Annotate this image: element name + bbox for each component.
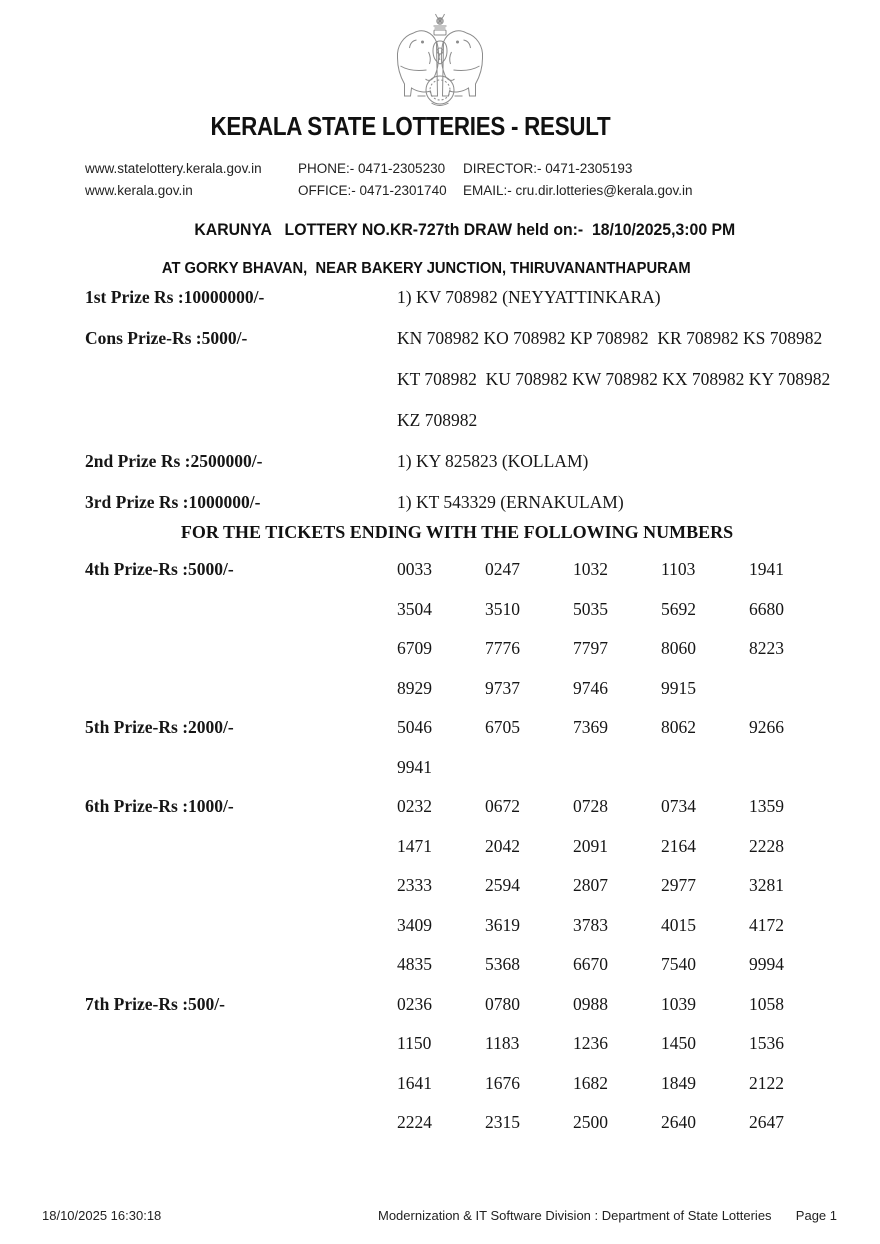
ticket-number: 3783 [573, 914, 608, 935]
ticket-number: 1471 [397, 835, 432, 856]
ticket-number: 6670 [573, 954, 608, 975]
ticket-number: 9915 [661, 677, 696, 698]
ticket-number: 1103 [661, 559, 696, 580]
phone-number: PHONE:- 0471-2305230 [298, 160, 446, 176]
ticket-number: 1849 [661, 1072, 696, 1093]
ticket-number: 9746 [573, 677, 608, 698]
ashoka-capital [434, 14, 447, 35]
page-number: Page 1 [795, 1208, 837, 1223]
ticket-number: 4835 [397, 954, 432, 975]
prize-label: 7th Prize-Rs :500/- [85, 993, 225, 1014]
ticket-number: 2228 [749, 835, 784, 856]
ticket-number: 5046 [397, 717, 432, 738]
number-row [85, 1064, 845, 1104]
ticket-number: 1359 [749, 796, 784, 817]
ticket-number: 2977 [661, 875, 696, 896]
office-number: OFFICE:- 0471-2301740 [298, 182, 447, 198]
ticket-number: 1183 [485, 1033, 520, 1054]
ticket-number: 3281 [749, 875, 784, 896]
ticket-number: 1941 [749, 559, 784, 580]
page-title: KERALA STATE LOTTERIES - RESULT [210, 111, 610, 141]
contact-row [85, 179, 825, 201]
division-label: Modernization & IT Software Division : Department of State Lotteries [378, 1208, 772, 1223]
ticket-number: 2315 [485, 1112, 520, 1133]
ticket-number: 4172 [749, 914, 784, 935]
prize-label: 3rd Prize Rs :1000000/- [85, 492, 261, 512]
ticket-number: 6705 [485, 717, 520, 738]
ticket-number: 1536 [749, 1033, 784, 1054]
ticket-number: 3504 [397, 598, 432, 619]
ticket-number: 2333 [397, 875, 432, 896]
number-row [85, 866, 845, 906]
print-timestamp: 18/10/2025 16:30:18 [42, 1208, 162, 1223]
conch-shield [433, 41, 447, 64]
number-row [85, 906, 845, 946]
director-number: DIRECTOR:- 0471-2305193 [463, 160, 633, 176]
number-row [85, 590, 845, 630]
section-heading: FOR THE TICKETS ENDING WITH THE FOLLOWING NUMBERS [180, 522, 734, 542]
number-row [85, 1103, 845, 1143]
ticket-number: 0734 [661, 796, 696, 817]
ticket-number: 7797 [573, 638, 608, 659]
ticket-number: 5368 [485, 954, 520, 975]
ticket-number: 3619 [485, 914, 520, 935]
top-prizes [85, 277, 845, 523]
number-row [85, 787, 845, 827]
contact-row [85, 157, 825, 179]
ticket-number: 3409 [397, 914, 432, 935]
prize-label: 4th Prize-Rs :5000/- [85, 559, 234, 580]
contact-info [85, 157, 825, 201]
ticket-number: 9266 [749, 717, 784, 738]
ticket-number: 0033 [397, 559, 432, 580]
prize-value-line: 1) KT 543329 (ERNAKULAM) [397, 492, 624, 512]
prize-label: 6th Prize-Rs :1000/- [85, 796, 234, 817]
prize-value-line: 1) KY 825823 (KOLLAM) [397, 451, 589, 471]
prize-value-line: KN 708982 KO 708982 KP 708982 KR 708982 KS 708982 [397, 328, 823, 348]
prize-values [397, 441, 588, 482]
ticket-number: 0232 [397, 796, 432, 817]
prize-value-line: KZ 708982 [397, 410, 478, 430]
email-address: EMAIL:- cru.dir.lotteries@kerala.gov.in [463, 182, 693, 198]
ticket-number: 2164 [661, 835, 696, 856]
ticket-number: 9737 [485, 677, 520, 698]
ticket-number: 1150 [397, 1033, 432, 1054]
ticket-number: 1032 [573, 559, 608, 580]
elephant-left [397, 31, 438, 96]
ticket-number: 8060 [661, 638, 696, 659]
ticket-number: 0236 [397, 993, 432, 1014]
number-row [85, 669, 845, 709]
draw-title: KARUNYA LOTTERY NO.KR-727th DRAW held on:- 18/10/2025,3:00 PM [194, 220, 735, 239]
website-link: www.kerala.gov.in [85, 182, 193, 198]
prize-value-line: KT 708982 KU 708982 KW 708982 KX 708982 KY 708982 [397, 369, 831, 389]
ticket-number: 0672 [485, 796, 520, 817]
ticket-number: 3510 [485, 598, 520, 619]
ticket-number: 9994 [749, 954, 784, 975]
ticket-number: 1641 [397, 1072, 432, 1093]
prize-label: 1st Prize Rs :10000000/- [85, 287, 265, 307]
prize-row [85, 318, 845, 441]
ticket-number: 0247 [485, 559, 520, 580]
ticket-number: 6680 [749, 598, 784, 619]
ticket-number: 7540 [661, 954, 696, 975]
ticket-number: 5692 [661, 598, 696, 619]
website-link: www.statelottery.kerala.gov.in [85, 160, 262, 176]
ticket-number: 2640 [661, 1112, 696, 1133]
prize-label: 5th Prize-Rs :2000/- [85, 717, 234, 738]
ticket-number: 1682 [573, 1072, 608, 1093]
ticket-number: 2807 [573, 875, 608, 896]
ticket-number: 0988 [573, 993, 608, 1014]
ticket-number: 8062 [661, 717, 696, 738]
ticket-number: 1058 [749, 993, 784, 1014]
number-row [85, 985, 845, 1025]
number-row [85, 708, 845, 748]
ticket-number: 8223 [749, 638, 784, 659]
ticket-number: 2042 [485, 835, 520, 856]
elephant-right [441, 31, 482, 96]
ticket-number: 2594 [485, 875, 520, 896]
ending-prizes [85, 550, 845, 1143]
ticket-number: 0728 [573, 796, 608, 817]
draw-venue: AT GORKY BHAVAN, NEAR BAKERY JUNCTION, THIRUVANANTHAPURAM [162, 260, 691, 277]
prize-label: Cons Prize-Rs :5000/- [85, 328, 248, 348]
page-footer [0, 1208, 880, 1228]
prize-value-line: 1) KV 708982 (NEYYATTINKARA) [397, 287, 661, 307]
ticket-number: 1039 [661, 993, 696, 1014]
prize-label: 2nd Prize Rs :2500000/- [85, 451, 263, 471]
number-row [85, 629, 845, 669]
ticket-number: 2647 [749, 1112, 784, 1133]
number-row [85, 1024, 845, 1064]
prize-row [85, 441, 845, 482]
ticket-number: 2500 [573, 1112, 608, 1133]
ticket-number: 8929 [397, 677, 432, 698]
number-row [85, 945, 845, 985]
ticket-number: 2122 [749, 1072, 784, 1093]
ticket-number: 4015 [661, 914, 696, 935]
prize-values [397, 318, 830, 441]
ticket-number: 6709 [397, 638, 432, 659]
ticket-number: 2224 [397, 1112, 432, 1133]
prize-row [85, 277, 845, 318]
ticket-number: 1236 [573, 1033, 608, 1054]
government-seal [418, 76, 463, 106]
ticket-number: 1450 [661, 1033, 696, 1054]
prize-values [397, 277, 661, 318]
ticket-number: 1676 [485, 1072, 520, 1093]
number-row [85, 550, 845, 590]
number-row [85, 748, 845, 788]
kerala-state-emblem-icon [393, 8, 488, 115]
ticket-number: 0780 [485, 993, 520, 1014]
ticket-number: 2091 [573, 835, 608, 856]
ticket-number: 7369 [573, 717, 608, 738]
number-row [85, 827, 845, 867]
ticket-number: 5035 [573, 598, 608, 619]
ticket-number: 9941 [397, 756, 432, 777]
ticket-number: 7776 [485, 638, 520, 659]
